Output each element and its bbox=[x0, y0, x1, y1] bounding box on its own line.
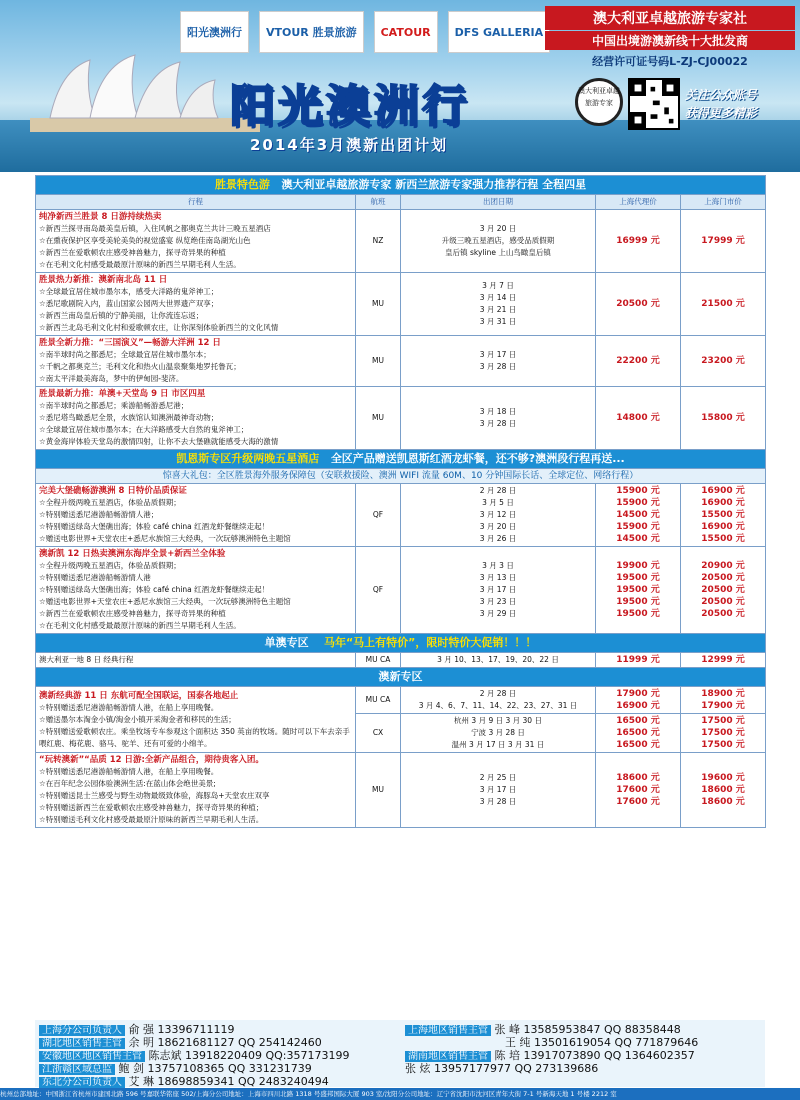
qr-code-icon[interactable] bbox=[628, 78, 680, 130]
section-header: 单澳专区 马年“马上有特价”，限时特价大促销！！！ bbox=[36, 634, 766, 653]
col-flight: 航班 bbox=[356, 195, 401, 210]
contact-row: 安徽地区地区销售主管 陈志斌 13918220409 QQ:357173199 bbox=[39, 1047, 350, 1063]
contact-row: 湖北地区销售主管 余 明 18621681127 QQ 254142460 bbox=[39, 1034, 322, 1050]
table-header bbox=[36, 195, 766, 210]
table-row: 胜景全新力推：“三国演义”—畅游大洋洲 12 日 ☆南半球时尚之都悉尼；全球最宜居住城市墨尔本； ☆千帆之都奥克兰；毛利文化和热火山温泉聚集地罗托鲁瓦； ☆南太平洋最美海岛，梦中的伊甸园-斐济。 MU 3 月 17 日 3 月 28 日 22200 元 23200 元 bbox=[36, 336, 766, 387]
table-row: 完美大堡礁畅游澳洲 8 日特价品质保证 ☆全程升级两晚五星酒店，体验品质假期； ☆特别赠送悉尼港游船畅游情人港； ☆特别赠送绿岛大堡礁出海；体验 café china 红酒龙虾餐继续走起！ ☆赠送电影世界+天堂农庄+悉尼水族馆三大经典，一次玩够澳洲特色主题馆 QF 2 月 28 日 3 月 5 日 3 月 12 日 3 月 20 日 3 月 26 日 15900 元 15900 元 14500 元 15900 元 14500 元 16900 元 16900 元 15500 元 16900 元 15500 元 bbox=[36, 484, 766, 547]
itinerary-table bbox=[35, 175, 766, 828]
table-row: 澳新凯 12 日热卖澳洲东海岸全景+新西兰全体验 ☆全程升级两晚五星酒店，体验品质假期； ☆特别赠送悉尼港游船畅游情人港 ☆特别赠送绿岛大堡礁出海；体验 café china 红酒龙虾餐继续走起！ ☆赠送电影世界+天堂农庄+悉尼水族馆三大经典，一次玩够澳洲特色主题馆 ☆新西兰在爱歌顿农庄感受神兽魅力，探寻奇异果的种植 ☆在毛利文化村感受最最原汁原味的新西兰早期毛利人生活。 QF 3 月 3 日 3 月 13 日 3 月 17 日 3 月 23 日 3 月 29 日 19900 元 19500 元 19500 元 19500 元 19500 元 20900 元 20500 元 20500 元 20500 元 20500 元 bbox=[36, 547, 766, 634]
agency-seal: 澳大利亚卓越旅游专家 bbox=[575, 78, 623, 126]
col-itinerary: 行程 bbox=[36, 195, 356, 210]
table-row: CX 杭州 3 月 9 日 3 月 30 日 宁波 3 月 28 日 温州 3 月 17 日 3 月 31 日 16500 元 16500 元 16500 元 17500 元 17500 元 17500 元 bbox=[36, 714, 766, 753]
contact-row: 江浙赣区域总监 鲍 剑 13757108365 QQ 331231739 bbox=[39, 1060, 312, 1076]
logo-dfs-galleria: DFS GALLERIA bbox=[448, 11, 551, 53]
gift-banner: 惊喜大礼包：全区胜景海外服务保障包（安联救援险、澳洲 WIFI 流量 60M、10 分钟国际长话、全球定位、网络行程） bbox=[36, 469, 766, 484]
col-agent-price: 上海代理价 bbox=[596, 195, 681, 210]
section-header: 澳新专区 bbox=[36, 668, 766, 687]
contact-row: 上海地区销售主管 张 峰 13585953847 QQ 88358448 bbox=[405, 1021, 681, 1037]
page-title: 阳光澳洲行 bbox=[230, 81, 470, 132]
table-row: “玩转澳新”“品质 12 日游:全新产品组合，期待贵客入团。 ☆特别赠送悉尼港游船畅游情人港，在船上享用晚餐。 ☆在百年纪念公园体验澳洲生活:在蓝山体会绝世美景; ☆特别赠送昆士兰感受与野生动物最级致体验，海豚岛+天堂农庄双享 ☆特别赠送新西兰在爱歌顿农庄感受神兽魅力，探寻奇异果的种植； ☆特别赠送毛利文化村感受最最原汁原味的新西兰早期毛利人生活。 MU 2 月 25 日 3 月 17 日 3 月 28 日 18600 元 17600 元 17600 元 19600 元 18600 元 18600 元 bbox=[36, 753, 766, 828]
section-header: 胜景特色游 澳大利亚卓越旅游专家 新西兰旅游专家强力推荐行程 全程四星 bbox=[36, 176, 766, 195]
header-banner bbox=[0, 0, 800, 172]
agency-tagline: 中国出境游澳新线十大批发商 bbox=[545, 31, 795, 50]
agency-name: 澳大利亚卓越旅游专家社 bbox=[545, 6, 795, 30]
contact-list bbox=[35, 1020, 765, 1087]
contact-row: 湖南地区销售主管 陈 培 13917073890 QQ 1364602357 bbox=[405, 1047, 695, 1063]
itinerary-table-area bbox=[35, 175, 765, 828]
contact-row: 上海分公司负责人 俞 强 13396711119 bbox=[39, 1021, 234, 1037]
follow-prompt: 关注公众账号 获得更多精彩 bbox=[685, 88, 758, 120]
table-row: 胜景最新力推：单澳+天堂岛 9 日 市区四星 ☆南半球时尚之都悉尼；乘游船畅游悉尼港； ☆悉尼塔鸟瞰悉尼全景，水族馆认知澳洲最神奇动物； ☆全球最宜居住城市墨尔本；在大洋路感受大自然的鬼斧神工； ☆黄金海岸体验天堂岛的激情四射，让你不去大堡礁就能感受大海的激情 MU 3 月 18 日 3 月 28 日 14800 元 15800 元 bbox=[36, 387, 766, 450]
contact-row: 东北分公司负责人 艾 琳 18698859341 QQ 2483240494 bbox=[39, 1073, 329, 1089]
logo-vtour: VTOUR 胜景旅游 bbox=[259, 11, 364, 53]
logo-catour: CATOUR bbox=[374, 11, 438, 53]
section-header: 凯恩斯专区升级两晚五星酒店 全区产品赠送凯恩斯红酒龙虾餐，还不够?澳洲段行程再送... bbox=[36, 450, 766, 469]
agency-block bbox=[545, 6, 795, 69]
contact-row: 王 纯 13501619054 QQ 771879646 bbox=[505, 1036, 699, 1049]
table-row: 纯净新西兰胜景 8 日游持续热卖 ☆新西兰探寻南岛最美皇后镇，入住风帆之都奥克兰共计三晚五星酒店 ☆在熏夜保护区享受美轮美奂的视觉盛宴 纵览绝佳南岛湖光山色 ☆新西兰在爱歌顿农庄感受神兽魅力，探寻奇异果的种植 ☆在毛利文化村感受最最原汁原味的新西兰早期毛利人生活。 NZ 3 月 20 日 升级三晚五星酒店，感受品质假期 皇后镇 skyline 上山鸟瞰皇后镇 16999 元 17999 元 bbox=[36, 210, 766, 273]
contact-row: 张 炫 13957177977 QQ 273139686 bbox=[405, 1062, 599, 1075]
page-subtitle: 2014年3月澳新出团计划 bbox=[250, 136, 449, 154]
license-number: 经营许可证号码L-ZJ-CJ00022 bbox=[592, 55, 748, 68]
col-retail-price: 上海门市价 bbox=[681, 195, 766, 210]
footer-address: 杭州总部地址：中国浙江省杭州市建国北路 596 号嘉联华铭座 502/上海分公司地址：上海市四川北路 1318 号盛邦国际大厦 903 室/沈阳分公司地址：辽宁省沈阳市沈河区青年大街 7-1 号新海天地 1 号楼 2212 室 bbox=[0, 1088, 800, 1100]
table-row: 澳大利亚一地 8 日 经典行程 MU CA 3 月 10、13、17、19、20、22 日 11999 元 12999 元 bbox=[36, 653, 766, 668]
table-row: 胜景热力新推：澳新南北岛 11 日 ☆全球最宜居住城市墨尔本，感受大洋路的鬼斧神工； ☆悉尼歌剧院入内，蓝山国家公园两大世界遗产双享； ☆新西兰南岛皇后镇的宁静美丽，让你流连忘返； ☆新西兰北岛毛利文化村和爱歌顿农庄，让你深刻体验新西兰的文化风情 MU 3 月 7 日 3 月 14 日 3 月 21 日 3 月 31 日 20500 元 21500 元 bbox=[36, 273, 766, 336]
col-dates: 出团日期 bbox=[401, 195, 596, 210]
table-row: 澳新经典游 11 日 东航可配全国联运，国泰各地起止 ☆特别赠送悉尼港游船畅游情人港，在船上享用晚餐。 ☆赠送墨尔本淘金小镇/淘金小镇开采淘金者和移民的生活； ☆特别赠送爱歌顿农庄。乘坐牧场专车参观这个面积达 350 英亩的牧场。随时可以下车去亲手喂红鹿、梅花鹿、骆马、驼羊、还有可爱的小绵羊。 MU CA 2 月 28 日 3 月 4、6、7、11、14、22、23、27、31 日 17900 元 16900 元 18900 元 17900 元 bbox=[36, 687, 766, 714]
logo-sunshine: 阳光澳洲行 bbox=[180, 11, 249, 53]
partner-logos bbox=[180, 8, 544, 56]
